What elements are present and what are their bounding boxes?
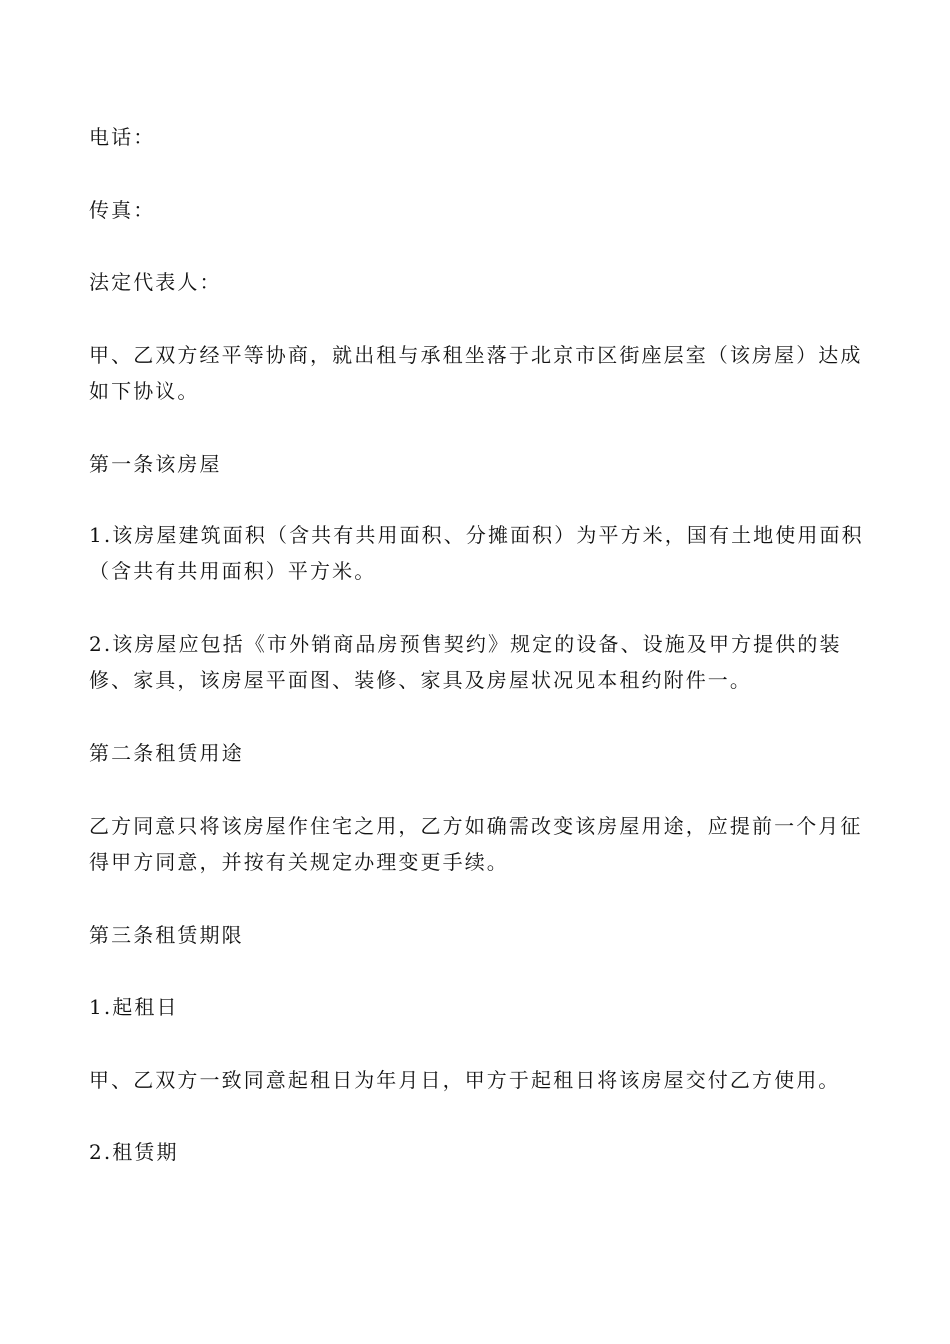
agreement-intro-paragraph: 甲、乙双方经平等协商，就出租与承租坐落于北京市区街座层室（该房屋）达成如下协议。 xyxy=(89,343,863,403)
article-one-clause-1: 1.该房屋建筑面积（含共有共用面积、分摊面积）为平方米，国有土地使用面积（含共有共用面积）平方米。 xyxy=(89,523,864,583)
article-three-clause-1-body: 甲、乙双方一致同意起租日为年月日，甲方于起租日将该房屋交付乙方使用。 xyxy=(89,1068,841,1092)
legal-representative-label: 法定代表人： xyxy=(89,270,222,294)
article-three-clause-1-heading: 1.起租日 xyxy=(89,995,179,1019)
article-one-clause-2: 2.该房屋应包括《市外销商品房预售契约》规定的设备、设施及甲方提供的装修、家具，该房屋平面图、装修、家具及房屋状况见本租约附件一。 xyxy=(89,632,842,692)
article-two-body: 乙方同意只将该房屋作住宅之用，乙方如确需改变该房屋用途，应提前一个月征得甲方同意，并按有关规定办理变更手续。 xyxy=(89,814,863,874)
article-one-heading: 第一条该房屋 xyxy=(89,452,222,476)
phone-label: 电话： xyxy=(89,125,156,149)
article-two-heading: 第二条租赁用途 xyxy=(89,741,244,765)
article-three-clause-2-heading: 2.租赁期 xyxy=(89,1140,179,1164)
article-three-heading: 第三条租赁期限 xyxy=(89,923,244,947)
fax-label: 传真： xyxy=(89,198,156,222)
